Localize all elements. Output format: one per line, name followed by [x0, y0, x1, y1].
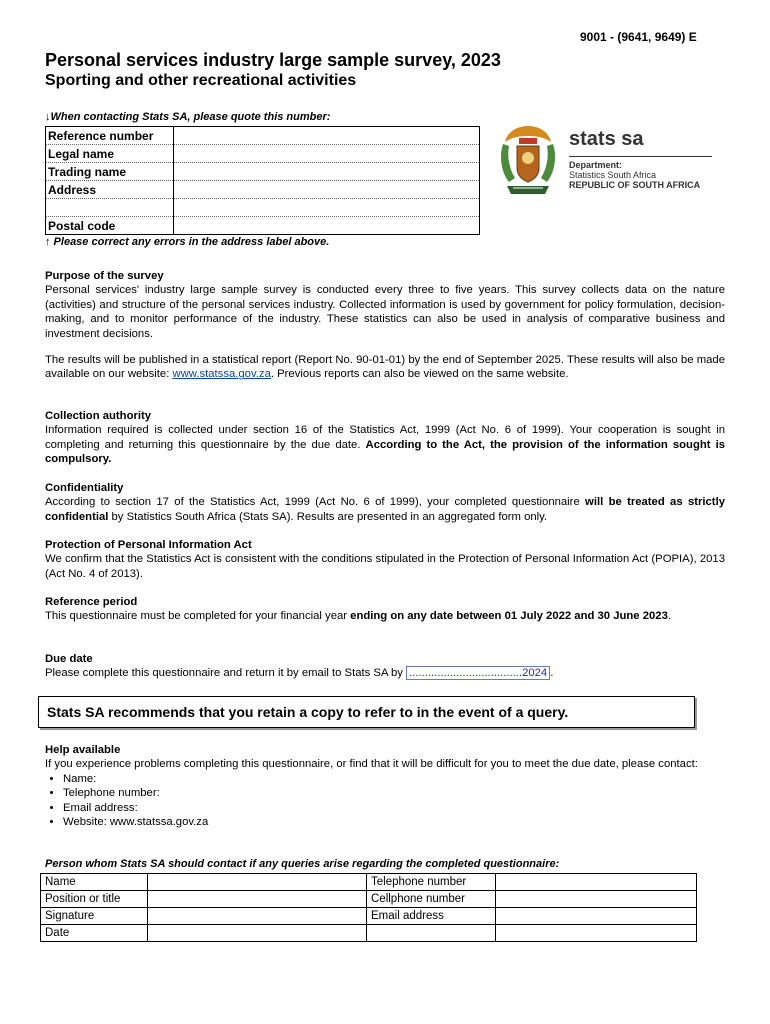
contact-signature-label: Signature [41, 908, 148, 925]
confidentiality-text-2: by Statistics South Africa (Stats SA). Results are presented in an aggregated form only. [108, 510, 548, 523]
stats-sa-logo [497, 122, 722, 202]
contact-email-label: Email address [367, 908, 496, 925]
authority-text: Information required is collected under section 16 of the Statistics Act, 1999 (Act No. 6 of 1999). Your cooperation is sought in completing and returning this questionnaire by the due date. [45, 424, 725, 451]
popia-section [45, 538, 725, 581]
contact-signature-field[interactable] [148, 908, 367, 925]
recommendation-box: Stats SA recommends that you retain a copy to refer to in the event of a query. [38, 696, 695, 728]
contact-name-label: Name [41, 874, 148, 891]
website-link[interactable]: www.statssa.gov.za [172, 368, 271, 381]
contact-telephone-label: Telephone number [367, 874, 496, 891]
table-row [41, 891, 697, 908]
address-field-2[interactable] [174, 199, 480, 217]
authority-bold: According to the Act, the provision of the information sought is compulsory. [45, 438, 725, 466]
help-item-telephone: • Telephone number: [63, 786, 725, 800]
legal-name-field[interactable] [174, 145, 480, 163]
page-subtitle: Sporting and other recreational activities [45, 72, 357, 89]
authority-section [45, 409, 725, 467]
correct-notice: ↑ Please correct any errors in the address label above. [45, 236, 330, 248]
confidentiality-section [45, 481, 725, 524]
authority-heading: Collection authority [45, 410, 152, 422]
contact-position-label: Position or title [41, 891, 148, 908]
brand-name: stats sa [569, 128, 644, 150]
help-paragraph: If you experience problems completing this questionnaire, or find that it will be difficult for you to meet the due date, please contact: [45, 758, 698, 771]
purpose-section [45, 269, 725, 341]
trading-name-field[interactable] [174, 163, 480, 181]
table-row [41, 925, 697, 942]
confidentiality-text-1: According to section 17 of the Statistics Act, 1999 (Act No. 6 of 1999), your completed questionnaire [45, 496, 586, 509]
coat-of-arms-icon [497, 122, 559, 200]
authority-paragraph [45, 423, 725, 466]
help-section [45, 743, 725, 829]
contact-table [40, 873, 697, 942]
address-label: Address [46, 181, 174, 199]
confidentiality-heading: Confidentiality [45, 482, 124, 494]
form-code: 9001 - (9641, 9649) E [580, 30, 697, 44]
purpose-paragraph: Personal services' industry large sample survey is conducted every three to five years. This survey collects data on the nature (activities) and structure of the personal services industry. Collected information is used by government for policy formulation, decision-making, and to monitor performance of the industry. These statistics can also be used in analysis of comparative business and investment decisions. [45, 284, 725, 340]
due-date-section [45, 652, 725, 681]
address-label-table [45, 126, 480, 235]
address-field[interactable] [174, 181, 480, 199]
due-date-paragraph [45, 666, 725, 680]
dept-line-1: Department: [569, 160, 623, 170]
contact-date-field[interactable] [148, 925, 367, 942]
contact-name-field[interactable] [148, 874, 367, 891]
help-item-website: • Website: www.statssa.gov.za [63, 815, 725, 829]
country-name: REPUBLIC OF SOUTH AFRICA [569, 180, 701, 190]
logo-divider [569, 156, 712, 157]
contact-blank-label [367, 925, 496, 942]
table-row [41, 874, 697, 891]
contact-blank-field[interactable] [496, 925, 697, 942]
postal-code-field[interactable] [174, 217, 480, 235]
help-item-name: • Name: [63, 772, 725, 786]
address-label-2 [46, 199, 174, 217]
confidentiality-bold: will be treated as strictly confidential [45, 496, 725, 523]
postal-code-label: Postal code [46, 217, 174, 235]
dept-line-2: Statistics South Africa [569, 170, 657, 180]
confidentiality-paragraph [45, 495, 725, 524]
contact-heading: Person whom Stats SA should contact if any queries arise regarding the completed questionnaire: [45, 858, 560, 870]
reference-period-heading: Reference period [45, 596, 138, 608]
due-date-text: Please complete this questionnaire and return it by email to Stats SA by [45, 667, 407, 680]
publication-paragraph [45, 353, 725, 382]
due-date-end: . [550, 667, 554, 680]
page-title: Personal services industry large sample survey, 2023 [45, 50, 501, 70]
contact-telephone-field[interactable] [496, 874, 697, 891]
popia-paragraph: We confirm that the Statistics Act is consistent with the conditions stipulated in the Protection of Personal Information Act (POPIA), 2013 (Act No. 4 of 2013). [45, 553, 725, 580]
help-heading: Help available [45, 744, 121, 756]
contact-cellphone-label: Cellphone number [367, 891, 496, 908]
trading-name-label: Trading name [46, 163, 174, 181]
publication-text: The results will be published in a statistical report (Report No. 90-01-01) by the end of September 2025. These results will also be made available on our website: [45, 354, 725, 381]
help-contact-list [45, 772, 725, 830]
contact-date-label: Date [41, 925, 148, 942]
reference-period-bold: ending on any date between 01 July 2022 and 30 June 2023 [350, 610, 668, 623]
quote-notice: ↓When contacting Stats SA, please quote this number: [45, 111, 331, 123]
contact-position-field[interactable] [148, 891, 367, 908]
reference-number-field[interactable] [174, 127, 480, 145]
purpose-heading: Purpose of the survey [45, 270, 164, 282]
help-item-email: • Email address: [63, 801, 725, 815]
reference-period-paragraph [45, 609, 725, 623]
due-date-heading: Due date [45, 653, 93, 665]
table-row [41, 908, 697, 925]
reference-period-end: . [667, 610, 672, 623]
reference-period-section [45, 595, 725, 624]
reference-period-text: This questionnaire must be completed for your financial year [45, 610, 351, 623]
popia-heading: Protection of Personal Information Act [45, 539, 252, 551]
contact-email-field[interactable] [496, 908, 697, 925]
contact-cellphone-field[interactable] [496, 891, 697, 908]
due-date-field[interactable]: ....................................2024 [406, 666, 550, 680]
publication-text-end: . Previous reports can also be viewed on the same website. [270, 368, 569, 381]
legal-name-label: Legal name [46, 145, 174, 163]
reference-number-label: Reference number [46, 127, 174, 145]
